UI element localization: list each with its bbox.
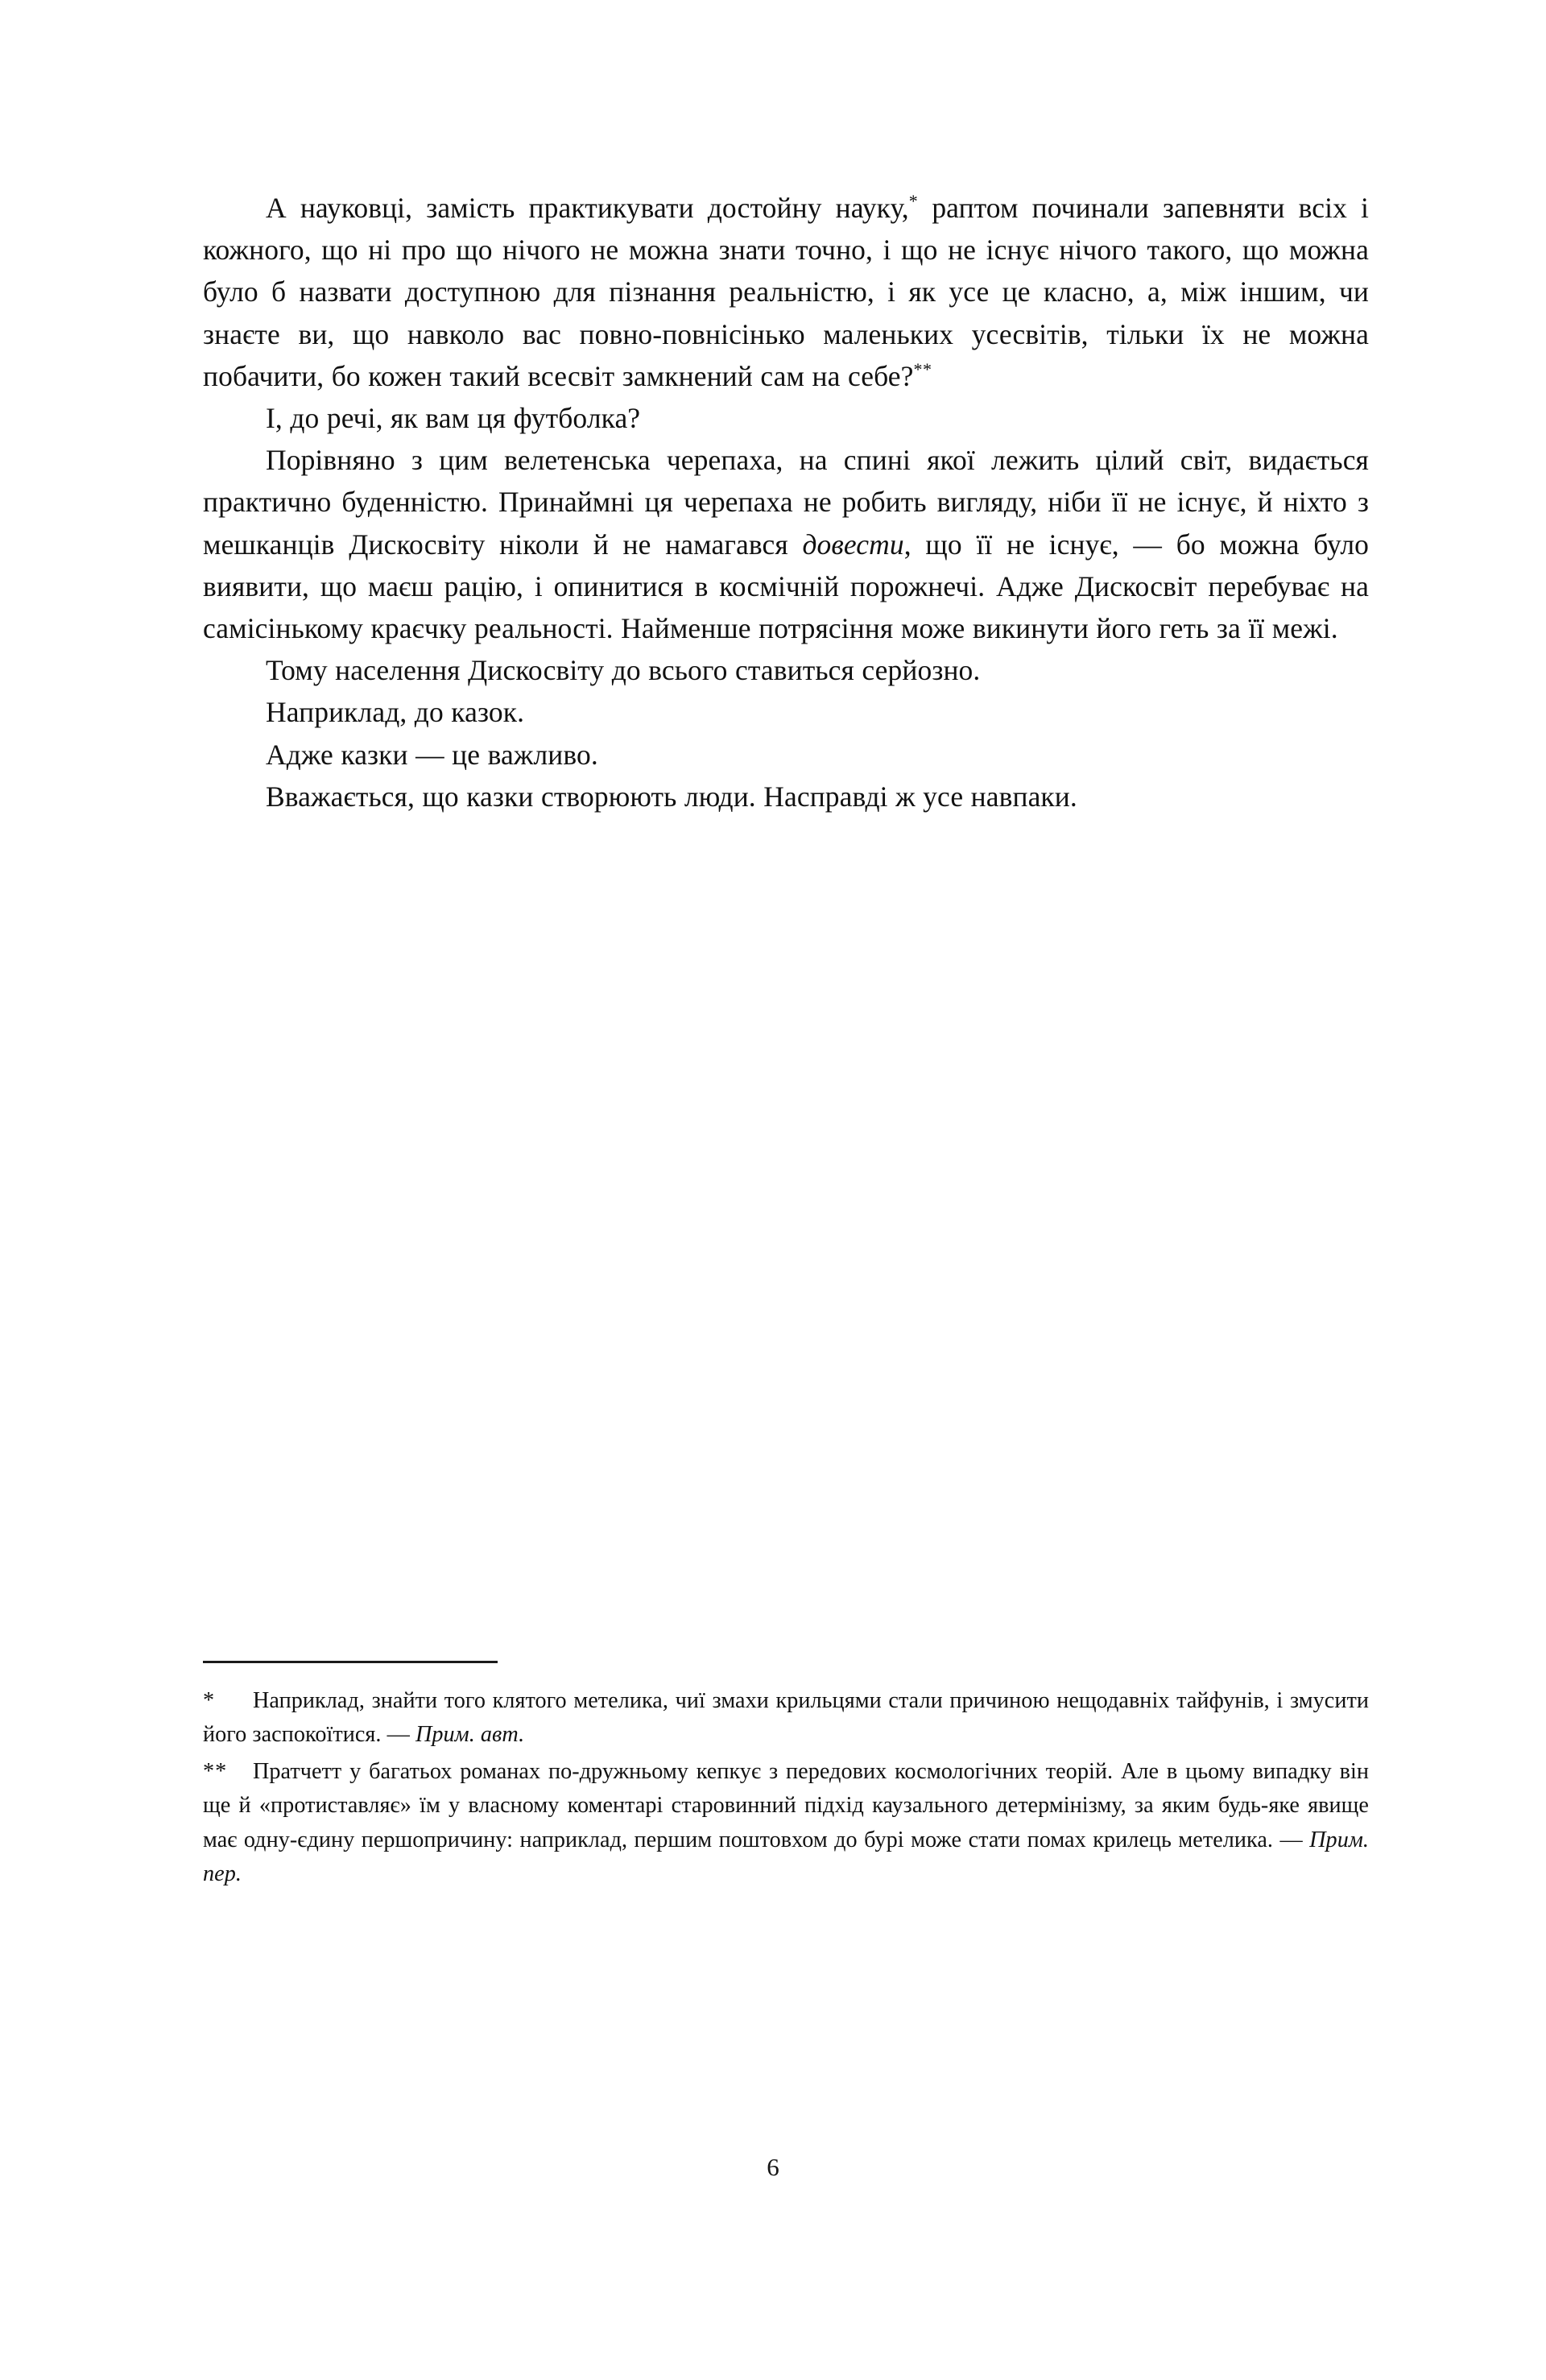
text-run: Тому населення Дискосвіту до всього ставиться серйозно. [266,654,981,687]
text-run: , що її не існує, — бо можна було виявити, що маєш рацію, і опинитися в космічній порожнечі. Адже Дискосвіт перебуває на самісінькому краєчку реальності. Найменше потрясіння може викинути його геть за її межі. [203,528,1369,645]
footnote-separator-rule [203,1661,498,1663]
footnote-reference-marker: ** [913,358,932,379]
paragraph [203,691,1369,733]
italic-text: довести [802,528,904,561]
footnote-marker: ** [203,1758,228,1784]
paragraph [203,776,1369,817]
body-text-block [203,187,1369,817]
footnote-marker: * [203,1688,216,1713]
footnote-section [203,1661,1369,1891]
paragraph [203,397,1369,439]
paragraph [203,439,1369,649]
footnote-item [203,1684,1369,1753]
text-run: Адже казки — це важливо. [266,738,598,771]
text-run: Вважається, що казки створюють люди. Насправді ж усе навпаки. [266,780,1077,813]
text-run: Наприклад, до казок. [266,696,525,729]
text-run: І, до речі, як вам ця футболка? [266,402,641,435]
text-run: А науковці, замість практикувати достойну науку, [266,192,909,224]
page-number: 6 [767,2153,779,2181]
paragraph [203,649,1369,691]
paragraph [203,734,1369,776]
italic-text: Прим. пер. [203,1827,1369,1887]
paragraph [203,187,1369,397]
text-run: Порівняно з цим велетенська черепаха, на спині якої лежить цілий світ, видається практично буденністю. Принаймні ця черепаха не робить вигляду, ніби її не існує, й ніхто з мешканців Дискосвіту ніколи й не намагався [203,444,1369,561]
footnote-reference-marker: * [908,191,919,212]
text-run: Наприклад, знайти того клятого метелика, чиї змахи крильцями стали причиною нещодавніх тайфунів, і змусити його заспокоїтися. — [203,1688,1369,1748]
italic-text: Прим. авт. [415,1722,525,1748]
footnote-item [203,1755,1369,1892]
text-run: раптом починали запевняти всіх і кожного, що ні про що нічого не можна знати точно, і що не існує нічого такого, що можна було б назвати доступною для пізнання реальністю, і як усе це класно, а, між іншим, чи знаєте ви, що навколо вас повно-повнісінько маленьких усесвітів, тільки їх не можна побачити, бо кожен такий всесвіт замкнений сам на себе? [203,192,1369,392]
text-run: Пратчетт у багатьох романах по-дружньому кепкує з передових космологічних теорій. Але в цьому випадку він ще й «протиставляє» їм у власному коментарі старовинний підхід каузального детермінізму, за яким будь-яке явище має одну-єдину першопричину: наприклад, першим поштовхом до бурі може стати помах крилець метелика. — [203,1758,1369,1852]
